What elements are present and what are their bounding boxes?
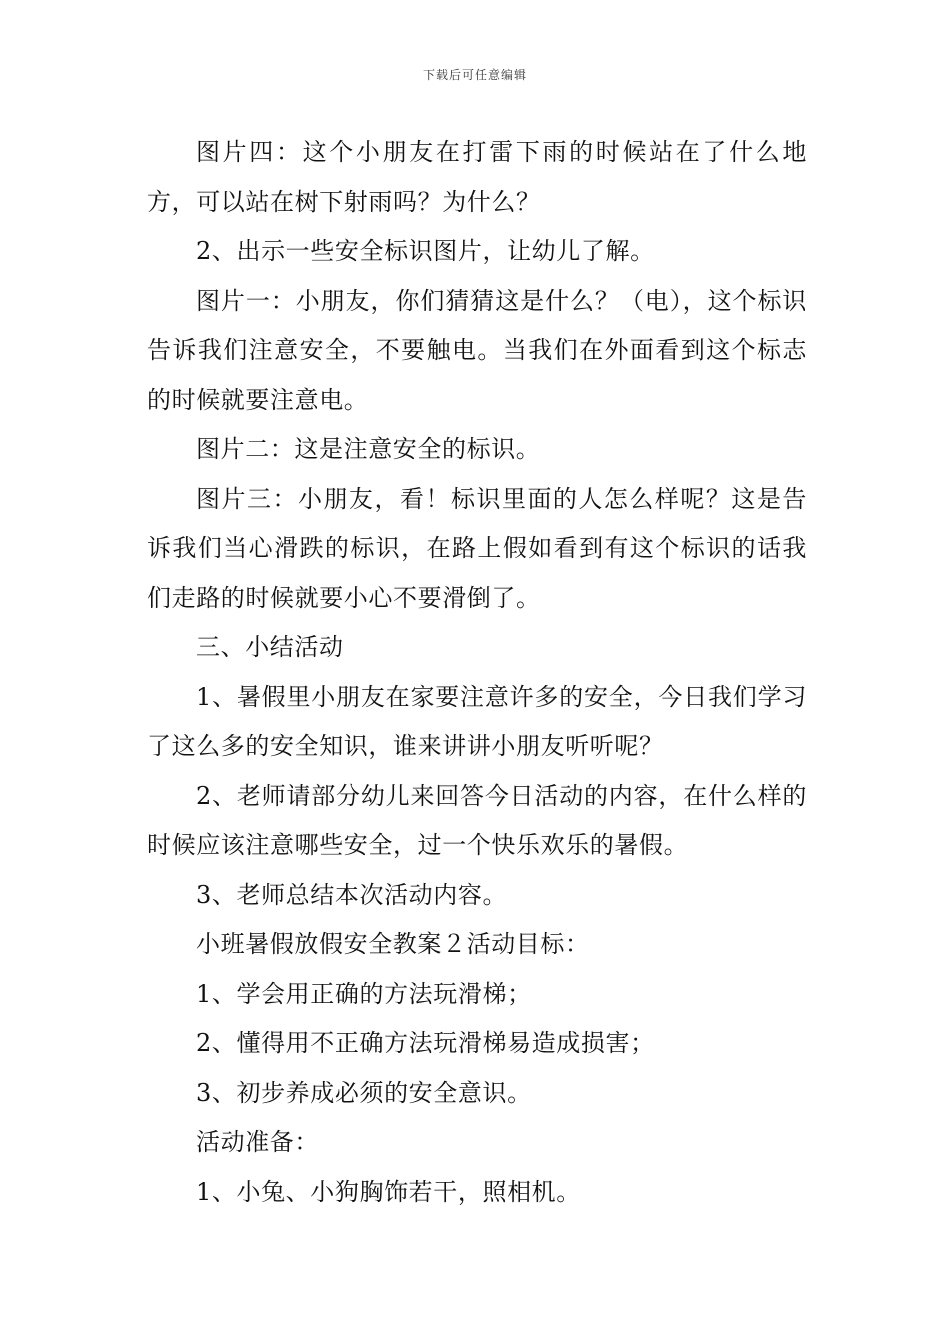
paragraph: 图片三：小朋友，看！标识里面的人怎么样呢？这是告诉我们当心滑跌的标识，在路上假如看到有这个标识的话我们走路的时候就要小心不要滑倒了。 <box>147 484 807 612</box>
paragraph: 2、老师请部分幼儿来回答今日活动的内容，在什么样的时候应该注意哪些安全，过一个快乐欢乐的暑假。 <box>147 781 807 859</box>
paragraph: 3、老师总结本次活动内容。 <box>196 880 508 909</box>
section-heading: 小班暑假放假安全教案２活动目标： <box>196 930 590 958</box>
document-body <box>147 128 807 1217</box>
paragraph: 图片二：这是注意安全的标识。 <box>196 435 541 463</box>
list-item: 1、学会用正确的方法玩滑梯； <box>196 979 532 1008</box>
section-heading: 三、小结活动 <box>196 633 344 661</box>
paragraph: 1、暑假里小朋友在家要注意许多的安全，今日我们学习了这么多的安全知识，谁来讲讲小朋友听听呢？ <box>147 682 807 760</box>
section-heading: 活动准备： <box>196 1128 319 1156</box>
list-item: 2、懂得用不正确方法玩滑梯易造成损害； <box>196 1029 655 1057</box>
paragraph: 图片一：小朋友，你们猜猜这是什么？（电），这个标识告诉我们注意安全，不要触电。当我们在外面看到这个标志的时候就要注意电。 <box>147 286 807 414</box>
paragraph: 图片四：这个小朋友在打雷下雨的时候站在了什么地方，可以站在树下射雨吗？为什么？ <box>147 138 807 216</box>
list-item: 3、初步养成必须的安全意识。 <box>196 1078 532 1107</box>
list-item: 1、小兔、小狗胸饰若干，照相机。 <box>196 1177 581 1206</box>
paragraph: 2、出示一些安全标识图片，让幼儿了解。 <box>196 237 655 265</box>
page-header: 下载后可任意编辑 <box>422 68 527 82</box>
